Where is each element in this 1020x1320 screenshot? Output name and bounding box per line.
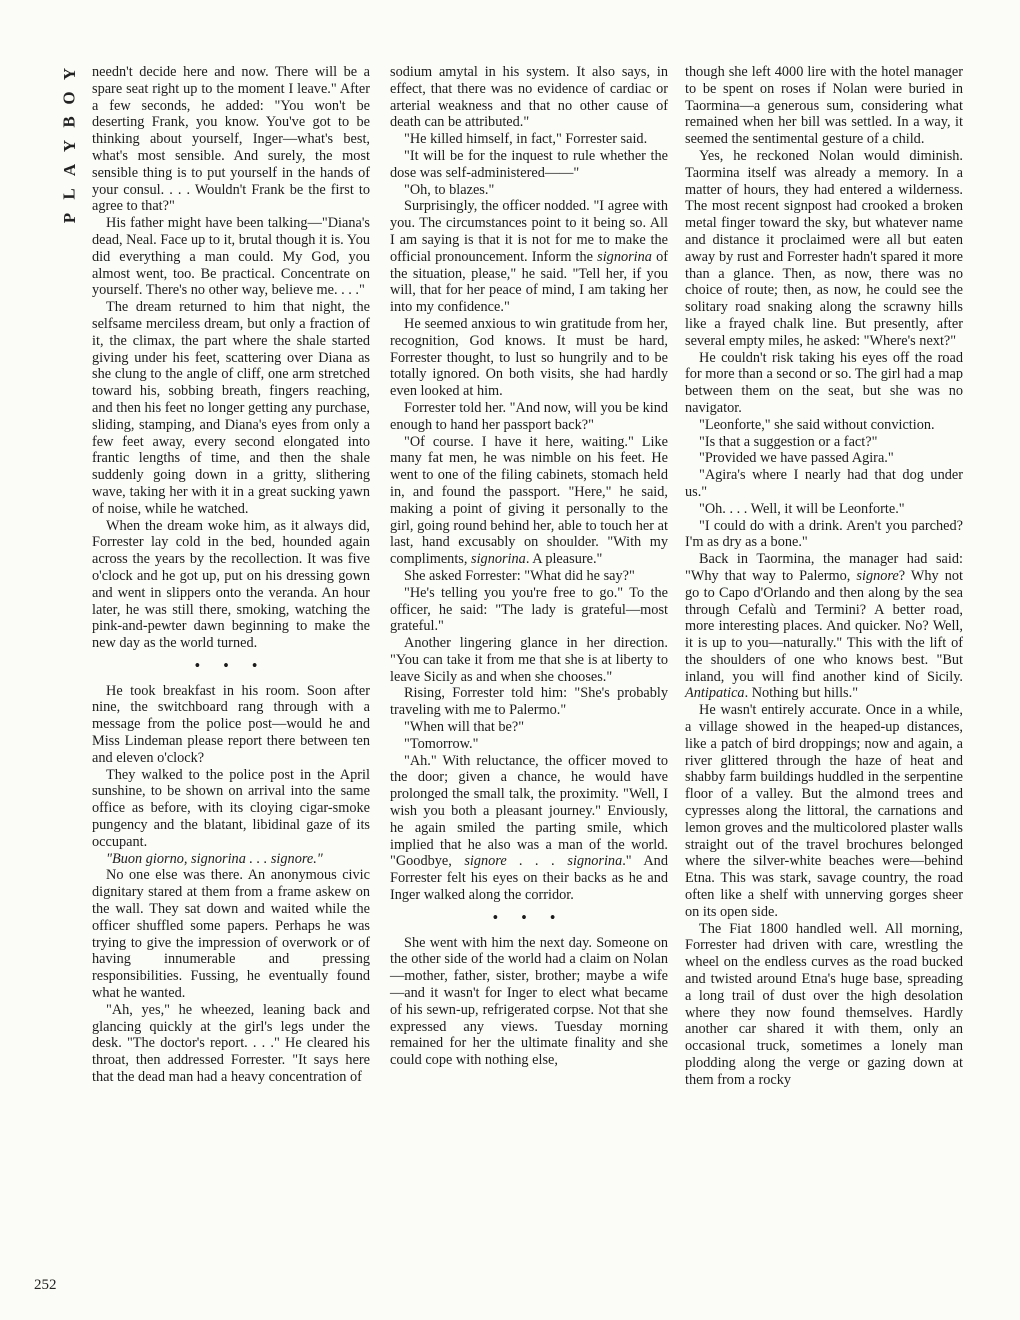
paragraph-italic: [92, 851, 370, 868]
italic-text: Antipatica: [685, 685, 745, 702]
text-run: Back in Taormina, the manager had said: "Why that way to Palermo,: [685, 551, 963, 584]
paragraph: though she left 4000 lire with the hotel manager to be spent on roses if Nolan were buried in Taormina—a generous sum, considering what remained when her bill was settled. In a way, it seemed the sentimental gesture of a child.: [685, 64, 963, 148]
paragraph: His father might have been talking—"Diana's dead, Neal. Face up to it, brutal though it is. You did everything a man could. My God, you almost went, too. Be practical. Concentrate on yourself. There's no other way, believe me. . . .": [92, 215, 370, 299]
section-separator: • • •: [492, 909, 566, 926]
paragraph: "Provided we have passed Agira.": [699, 450, 894, 467]
logo-letter: Y: [60, 139, 79, 153]
text-run: ? Why not go to Capo d'Orlando and then along by the sea through Cefalù and Termini? A better road, more interesting places. And quicker. No? Well, it is up to you—naturally." This with the lift of the shoulders of one who knows best. "But inland, you will find another kind of Sicily.: [685, 567, 963, 685]
italic-text: signore . . . signorina: [464, 853, 623, 870]
paragraph: He couldn't risk taking his eyes off the road for more than a second or so. The girl had a map between them on the seat, but she was no navigator.: [685, 349, 963, 416]
italic-text: "Buon giorno, signorina . . . signore.": [106, 850, 323, 867]
paragraph: "Agira's where I nearly had that dog under us.": [685, 467, 963, 500]
text-column-1: [92, 64, 370, 1086]
logo-letter: O: [59, 91, 79, 105]
paragraph: needn't decide here and now. There will be a spare seat right up to the moment I leave." After a few seconds, he added: "You won't be deserting Frank, you know. You've got to be thinking about yourself, Inger—what's best, what's most sensible. And surely, the most sensible thing is to put yourself in the hands of your consul. . . . Wouldn't Frank be the first to agree to that?": [92, 64, 370, 215]
text-run: Surprisingly, the officer nodded. "I agree with you. The circumstances point to it being so. All I am saying is that it is not for me to make the official pronouncement. Inform the: [390, 198, 668, 265]
text-run: . A pleasure.": [525, 551, 603, 568]
paragraph: [390, 753, 668, 904]
text-run: of the situation, please," he said. "Tell her, if you will, that for her peace of mind, I am taking her into my confidence.": [390, 248, 668, 316]
paragraph: "Oh, to blazes.": [404, 181, 495, 198]
paragraph: "Leonforte," she said without conviction.: [699, 416, 935, 433]
paragraph: "Ah, yes," he wheezed, leaning back and glancing quickly at the girl's legs under the desk. "The doctor's report. . . ." He cleared his throat, then addressed Forrester. "It says here that the dead man had a heavy concentration of: [92, 1001, 370, 1086]
page-number: 252: [34, 1277, 57, 1293]
paragraph: No one else was there. An anonymous civic dignitary stared at them from a frame askew on the wall. They sat down and waited while the officer shuffled some papers. Perhaps he was trying to give the impression of overwork or of having innumerable and pressing responsibilities. Fussing, he eventually found what he wanted.: [92, 867, 370, 1002]
paragraph: He took breakfast in his room. Soon after nine, the switchboard rang through with a message from the police post—would he and Miss Lindeman please report there between ten and eleven o'clock?: [92, 682, 370, 766]
paragraph: "Is that a suggestion or a fact?": [699, 433, 878, 450]
text-run: "Ah." With reluctance, the officer moved to the door; given a chance, he would have prolonged the small talk, the proximity. "Well, I wish you both a pleasant journey." Enviously, he again smiled the parting smile, which implied that he also was a man of the world. "Goodbye,: [390, 752, 668, 870]
text-column-3: [685, 64, 963, 1089]
paragraph: "I could do with a drink. Aren't you parched? I'm as dry as a bone.": [685, 517, 963, 551]
logo-letter: Y: [60, 67, 79, 81]
logo-letter: L: [60, 188, 79, 200]
paragraph: Rising, Forrester told him: "She's probably traveling with me to Palermo.": [390, 685, 668, 719]
paragraph: The Fiat 1800 handled well. All morning, Forrester had driven with care, wrestling the wheel on the endless curves as the road bucked and twisted around Etna's huge base, spreading a long trail of dust over the high desolation where they now found themselves. Hardly another car shared it with them, only an occasional truck, sometimes a lonely man plodding along the verge or gazing down at them from a rocky: [685, 920, 963, 1088]
paragraph: "When will that be?": [404, 719, 525, 736]
text-run: "Of course. I have it here, waiting." Like many fat men, he was nimble on his feet. He went to one of the filing cabinets, stomach held in, and found the passport. "Here," he said, making a point of giving it personally to the girl, going round behind her, able to touch her at last, hand excusably on shoulder. "With my compliments,: [390, 433, 668, 568]
paragraph: "Tomorrow.": [404, 735, 479, 752]
paragraph: Yes, he reckoned Nolan would diminish. Taormina itself was already a memory. In a matter of hours, they had entered a wilderness. The most recent signpost had crooked a broken metal finger toward the sky, but whatever name and distance it proclaimed were all but eaten away by rust and Forrester hadn't spared it more than a glance. Then, as now, there was no choice of route; then, as now, he could see the solitary road snaking along the scrawny hills like a frayed chalk line. But presently, after several empty miles, he asked: "Where's next?": [685, 147, 963, 349]
paragraph: [390, 434, 668, 568]
paragraph: "It will be for the inquest to rule whether the dose was self-administered——": [390, 147, 668, 181]
logo-letter: A: [60, 163, 79, 177]
italic-text: signorina: [597, 248, 652, 265]
paragraph: [685, 551, 963, 702]
italic-text: signorina: [471, 551, 526, 568]
paragraph: "Oh. . . . Well, it will be Leonforte.": [699, 500, 905, 517]
paragraph: The dream returned to him that night, the selfsame merciless dream, but only a fraction of it, the climax, the part where the shale started giving under his feet, scattering over Diana as she clung to the angle of cliff, one arm stretched toward his, sobbing breath, fingers reaching, and then his feet no longer getting any purchase, sliding, stamping, and Diana's eyes from only a few feet away, every second elongated into frantic lengths of time, and then the shale suddenly going down in a gritty, slithering wave, taking her with it in a great sucking yawn of noise, while he watched.: [92, 299, 370, 517]
paragraph: sodium amytal in his system. It also says, in effect, that there was no evidence of cardiac or arterial weakness and that no other cause of death can be attributed.": [390, 64, 668, 131]
section-separator: • • •: [194, 657, 268, 674]
paragraph: She asked Forrester: "What did he say?": [404, 567, 635, 584]
paragraph: "He's telling you you're free to go." To the officer, he said: "The lady is grateful—most grateful.": [390, 584, 668, 635]
paragraph: "He killed himself, in fact," Forrester said.: [404, 131, 648, 148]
paragraph: He wasn't entirely accurate. Once in a while, a village showed in the heaped-up distances, like a patch of bird droppings; now and again, a river glittered through the haze of heat and shabby farm buildings huddled in the serpentine floor of a valley. But the almond trees and cypresses along the littoral, the carnations and lemon groves and the multicolored plaster walls straight out of the travel brochures belonged where the silver-white beaches were—behind Etna. This was stark, savage country, the road often like a shelf with unnerving gorges sheer on its open side.: [685, 702, 963, 920]
text-run: ." And Forrester felt his eyes on their backs as he and Inger walked along the corridor.: [390, 853, 668, 904]
paragraph: She went with him the next day. Someone on the other side of the world had a claim on Nolan—mother, father, sister, brother; maybe a wife—and it wasn't for Inger to elect what became of his sewn-up, refrigerated corpse. Not that she expressed any views. Tuesday morning remained for her the ultimate finality and she could cope with nothing else,: [390, 934, 668, 1069]
paragraph: They walked to the police post in the April sunshine, to be shown on arrival into the same office as before, with its cloying cigar-smoke pungency and the blatant, libidinal gaze of its occupant.: [92, 766, 370, 850]
italic-text: signore: [856, 567, 899, 584]
logo-letter: B: [60, 116, 79, 128]
paragraph: Forrester told her. "And now, will you be kind enough to hand her passport back?": [390, 399, 668, 433]
paragraph: [390, 198, 668, 316]
text-column-2: [390, 64, 668, 1069]
logo-letter: P: [59, 212, 79, 224]
text-run: . Nothing but hills.": [744, 685, 859, 702]
paragraph: He seemed anxious to win gratitude from her, recognition, God knows. It must be hard, Forrester thought, to lust so hungrily and to be totally ignored. On both visits, she had hardly even looked at him.: [390, 315, 668, 400]
paragraph: Another lingering glance in her direction. "You can take it from me that she is at liberty to leave Sicily as and when she chooses.": [390, 635, 668, 685]
paragraph: When the dream woke him, as it always did, Forrester lay cold in the bed, hounded again across the years by the recollection. It was five o'clock and he got up, put on his dressing gown and went in slippers onto the veranda. An hour later, he was still there, smoking, watching the pink-and-pewter dawn beginning to make the new day as the world turned.: [92, 517, 370, 652]
magazine-name-vertical: [55, 62, 85, 230]
